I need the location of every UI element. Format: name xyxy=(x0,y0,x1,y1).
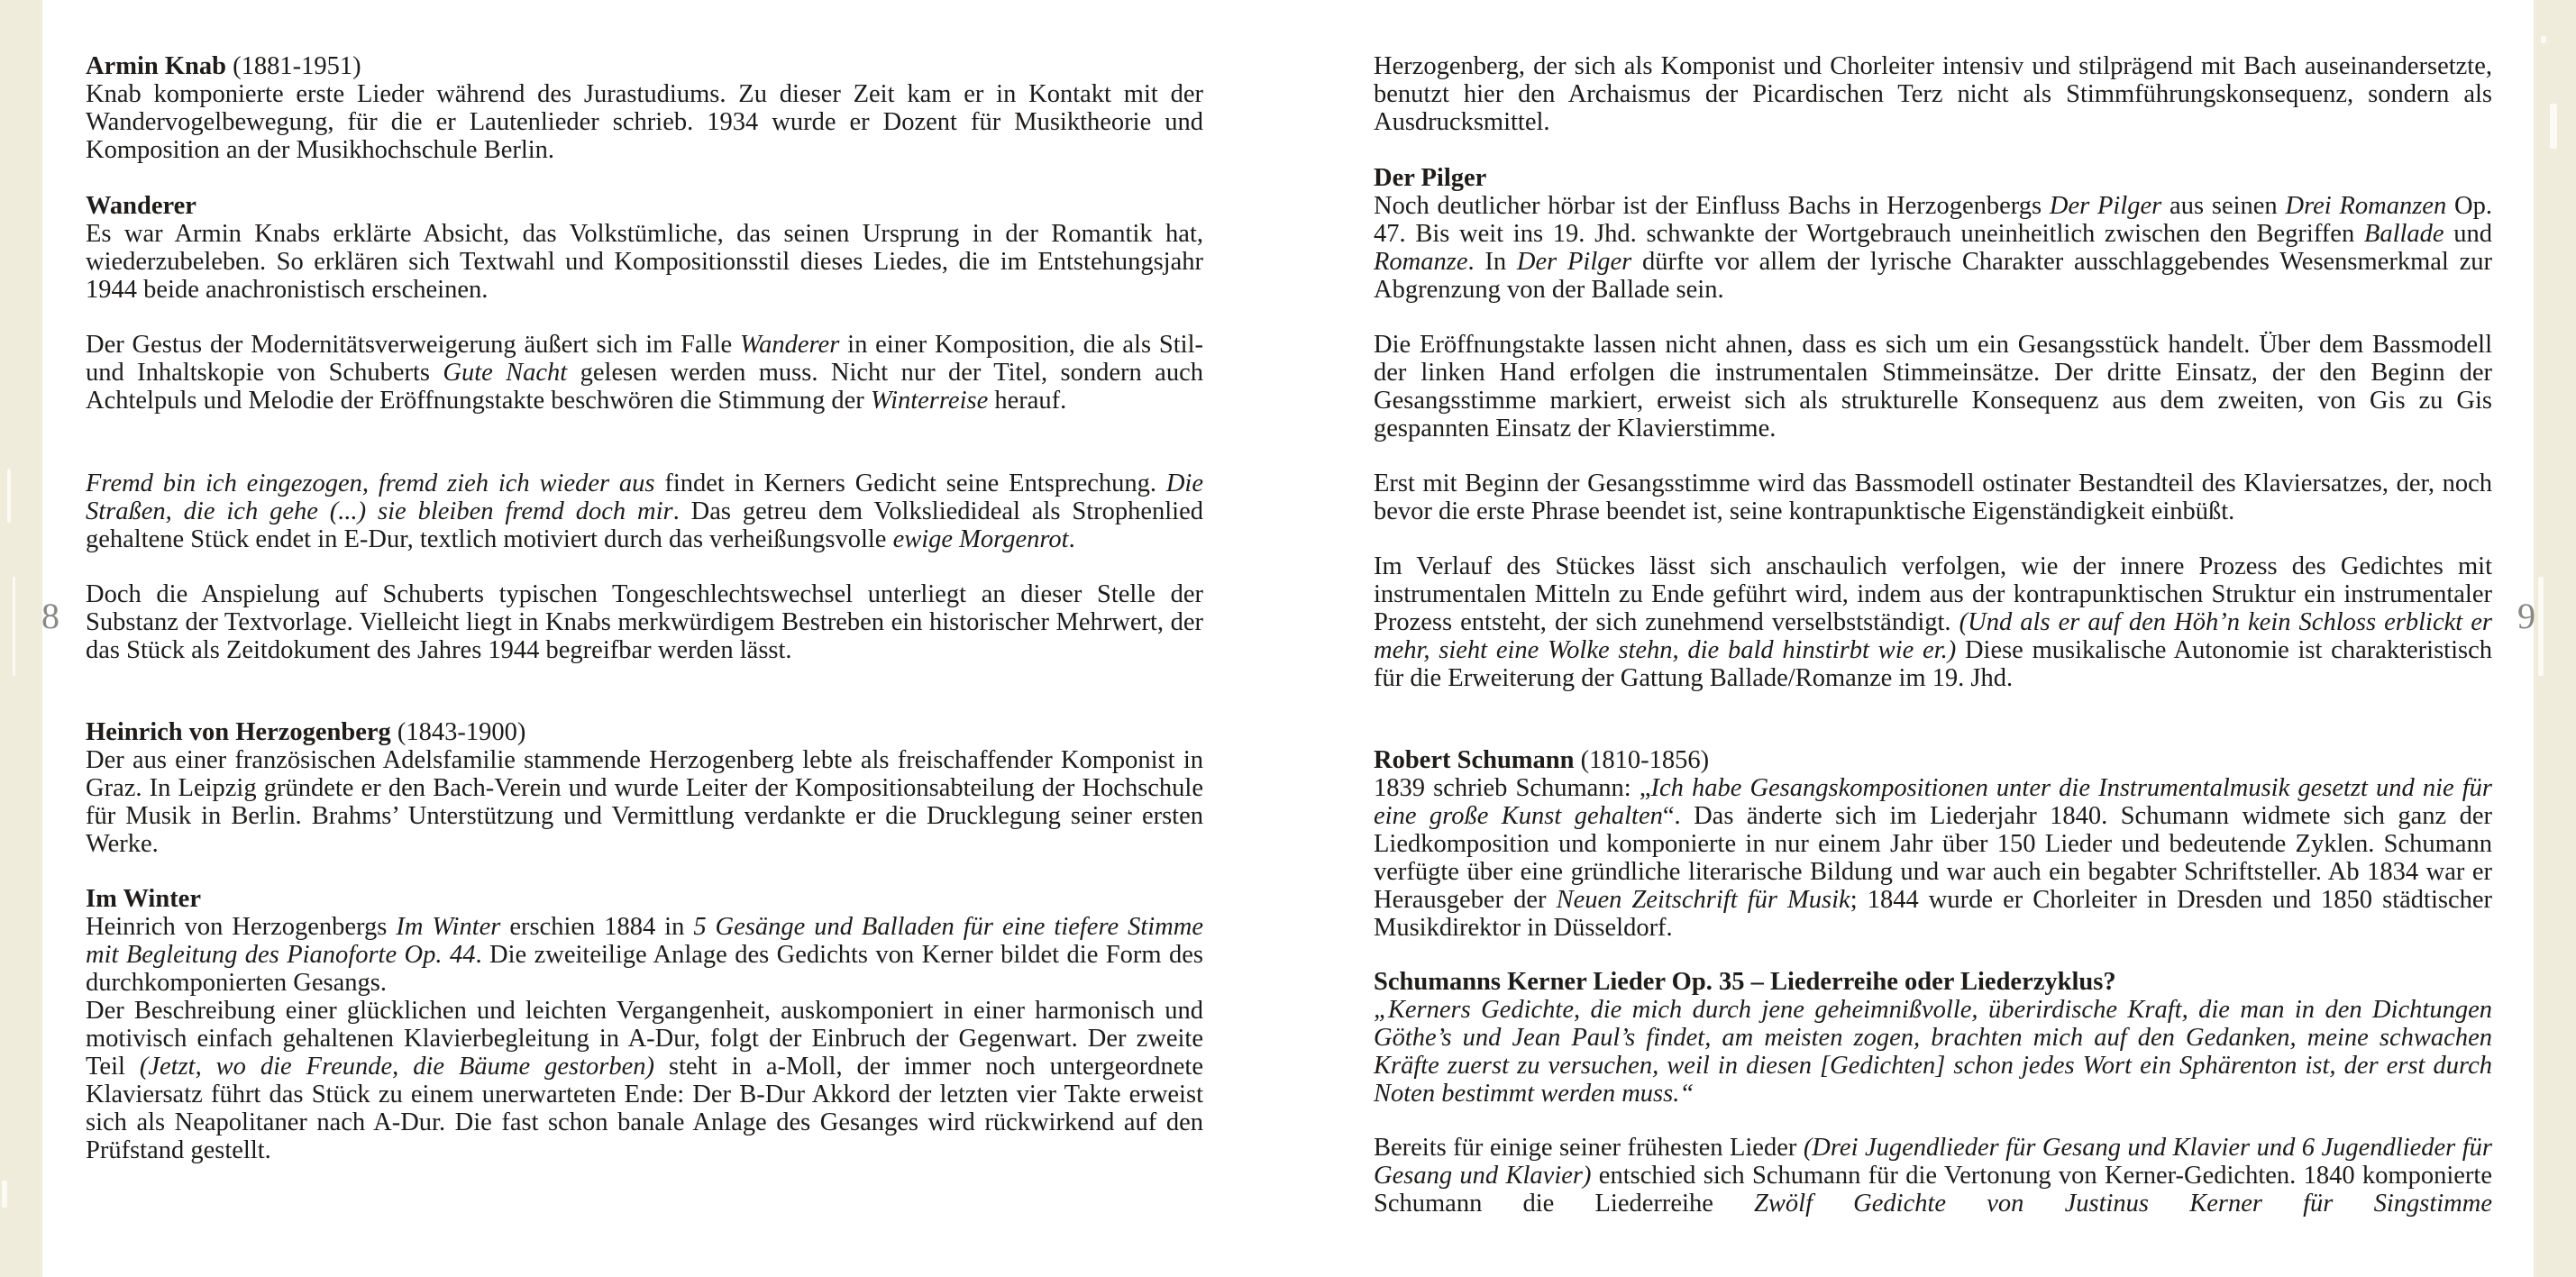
section-herzogenberg xyxy=(86,718,1203,858)
text-run: findet in Kerners Gedicht seine Entsprechung. xyxy=(654,470,1166,497)
text-run: Diese musikalische Autonomie ist charakteristisch für die Erweiterung der Gattung Ballade/Romanze im 19. Jhd. xyxy=(1374,636,2493,692)
paragraph xyxy=(86,470,1203,553)
text-run: Im Verlauf des Stückes lässt sich anschaulich verfolgen, wie der innere Prozess des Gedichtes mit instrumentalen Mitteln zu Ende geführt wird, indem aus der kontrapunktischen Struktur ein instrumentaler Prozess entsteht, der sich zunehmend verselbstständigt. xyxy=(1374,552,2492,636)
text-run: . xyxy=(1068,525,1075,553)
paragraph xyxy=(1374,552,2492,692)
paragraph: Die Eröffnungstakte lassen nicht ahnen, dass es sich um ein Gesangsstück handelt. Über dem Bassmodell der linken Hand erfolgen die instrumentalen Stimmeinsätze. Der dritte Einsatz, der den Beginn der Gesangsstimme markiert, erweist sich als strukturelle Konsequenz aus dem zweiten, von Gis zu Gis gespannten Einsatz der Klavierstimme. xyxy=(1374,331,2492,442)
section-robert-schumann xyxy=(1374,746,2492,942)
paper-texture xyxy=(2541,36,2546,43)
paragraph-anspielung xyxy=(86,580,1203,664)
italic-title: Drei Romanzen xyxy=(2285,192,2447,220)
italic-title: Winterreise xyxy=(870,387,989,415)
italic-quote: (Und als er auf den Höh’n kein Schloss erblickt er mehr, sieht eine Wolke stehn, die bald hinstirbt wie er.) xyxy=(1374,608,2492,664)
paragraph xyxy=(1374,192,2492,304)
heading-name: Robert Schumann xyxy=(1374,746,1575,774)
text-run: ; 1844 wurde er Chorleiter in Dresden und 1850 städtischer Musikdirektor in Düsseldorf. xyxy=(1374,886,2492,942)
italic-quote: Ich habe Gesangskompositionen unter die Instrumentalmusik gesetzt und nie für eine große Kunst gehalten xyxy=(1374,774,2493,830)
text-run: und xyxy=(2444,220,2493,248)
section-der-pilger xyxy=(1374,164,2492,304)
italic-title: 5 Gesänge und Balladen für eine tiefere Stimme mit Begleitung des Pianoforte Op. 44 xyxy=(86,913,1203,969)
page-number-right: 9 xyxy=(2517,596,2535,636)
text-run: Noch deutlicher hörbar ist der Einfluss Bachs in Herzogenbergs xyxy=(1374,192,2050,220)
italic-title: Im Winter xyxy=(396,913,501,941)
paragraph xyxy=(86,331,1203,415)
paragraph: Knab komponierte erste Lieder während des Jurastudiums. Zu dieser Zeit kam er in Kontakt mit der Wandervogelbewegung, für die er Lautenlieder schrieb. 1934 wurde er Dozent für Musiktheorie und Komposition an der Musikhochschule Berlin. xyxy=(86,80,1203,164)
italic-term: Romanze xyxy=(1374,248,1468,276)
text-run: steht in a-Moll, der immer noch untergeordnete Klaviersatz führt das Stück zu einem unerwarteten Ende: Der B-Dur Akkord der letzten vier Takte erweist sich als Neapolitaner nach A-Dur. Die fast schon banale Anlage des Gesanges wird rückwirkend auf den Prüfstand gestellt. xyxy=(86,1053,1204,1164)
section-kerner-lieder xyxy=(1374,968,2492,1108)
text-run: in einer Komposition, die als Stil- und Inhaltskopie von Schuberts xyxy=(86,331,1204,387)
paper-texture xyxy=(13,577,15,676)
paragraph-bereits xyxy=(1374,1134,2492,1218)
paragraph-im-verlauf xyxy=(1374,552,2492,692)
heading-name: Heinrich von Herzogenberg xyxy=(86,718,391,746)
quote-paragraph xyxy=(1374,996,2492,1108)
text-run: . Das getreu dem Volksliedideal als Strophenlied gehaltene Stück endet in E-Dur, textlich motiviert durch das verheißungsvolle xyxy=(86,497,1204,553)
paragraph xyxy=(1374,1134,2492,1218)
italic-quote: Fremd bin ich eingezogen, fremd zieh ich wieder aus xyxy=(86,470,655,497)
text-run: 1839 schrieb Schumann: „ xyxy=(1374,774,1651,802)
italic-term: Ballade xyxy=(2363,220,2444,248)
italic-title: Zwölf Gedichte von Justinus Kerner für Singstimme xyxy=(1754,1190,2492,1218)
paragraph xyxy=(86,913,1203,997)
paragraph-gestus xyxy=(86,331,1203,415)
italic-title: Neuen Zeitschrift für Musik xyxy=(1556,886,1850,914)
text-run: “. Das änderte sich im Liederjahr 1840. Schumann widmete sich ganz der Liedkomposition und komponierte in nur einem Jahr über 150 Lieder und bedeutende Zyklen. Schumann verfügte über eine gründliche literarische Bildung und war auch ein begabter Schriftsteller. Ab 1834 war er Herausgeber der xyxy=(1374,802,2492,914)
paragraph: Der aus einer französischen Adelsfamilie stammende Herzogenberg lebte als freischaffender Komponist in Graz. In Leipzig gründete er den Bach-Verein und wurde Leiter der Kompositionsabteilung der Hochschule für Musik in Berlin. Brahms’ Unterstützung und Vermittlung verdankte er die Drucklegung seiner ersten Werke. xyxy=(86,746,1203,858)
text-run: . Die zweiteilige Anlage des Gedichts von Kerner bildet die Form des durchkomponierten Gesangs. xyxy=(86,941,1203,997)
paragraph xyxy=(86,997,1203,1164)
text-run: gelesen werden muss. Nicht nur der Titel, sondern auch Achtelpuls und Melodie der Eröffnungstakte beschwören die Stimmung der xyxy=(86,359,1203,415)
italic-title: Der Pilger xyxy=(1516,248,1632,276)
section-heading xyxy=(86,52,1203,80)
italic-quote: „Kerners Gedichte, die mich durch jene geheimnißvolle, überirdische Kraft, die man in den Dichtungen Göthe’s und Jean Paul’s findet, am meisten zogen, brachten mich auf den Gedanken, meine schwachen Kräfte zuerst zu versuchen, weil in diesen [Gedichten] schon jedes Wort ein Sphärenton ist, der erst durch Noten bestimmt werden muss.“ xyxy=(1374,996,2492,1108)
italic-quote: (Jetzt, wo die Freunde, die Bäume gestorben) xyxy=(139,1053,655,1081)
section-armin-knab xyxy=(86,52,1203,164)
italic-title: (Drei Jugendlieder für Gesang und Klavier und 6 Jugendlieder für Gesang und Klavier) xyxy=(1374,1134,2492,1190)
paragraph: Herzogenberg, der sich als Komponist und Chorleiter intensiv und stilprägend mit Bach auseinandersetzte, benutzt hier den Archaismus der Picardischen Terz nicht als Stimmführungskonsequenz, sondern als Ausdrucksmittel. xyxy=(1374,52,2492,136)
heading-years: (1881-1951) xyxy=(233,52,361,80)
section-heading xyxy=(86,718,1203,746)
paper-texture xyxy=(2550,104,2557,149)
text-run: herauf. xyxy=(988,387,1067,415)
section-heading: Schumanns Kerner Lieder Op. 35 – Liederreihe oder Liederzyklus? xyxy=(1374,968,2116,996)
italic-quote: ewige Morgenrot xyxy=(892,525,1069,553)
text-run: . In xyxy=(1467,248,1517,276)
heading-years: (1843-1900) xyxy=(397,718,526,746)
heading-name: Armin Knab xyxy=(86,52,226,80)
section-heading: Im Winter xyxy=(86,885,201,913)
text-run: Op. 47. Bis weit ins 19. Jhd. schwankte der Wortgebrauch uneinheitlich zwischen den Begriffen xyxy=(1374,192,2492,248)
paragraph: Es war Armin Knabs erklärte Absicht, das Volkstümliche, das seinen Ursprung in der Romantik hat, wiederzubeleben. So erklären sich Textwahl und Kompositionsstil dieses Liedes, die im Entstehungsjahr 1944 beide anachronistisch erscheinen. xyxy=(86,220,1203,304)
italic-title: Wanderer xyxy=(740,331,840,359)
text-run: Der Gestus der Modernitätsverweigerung äußert sich im Falle xyxy=(86,331,740,359)
text-run: aus seinen xyxy=(2161,192,2286,220)
text-run: dürfte vor allem der lyrische Charakter ausschlaggebendes Wesensmerkmal zur Abgrenzung von der Ballade sein. xyxy=(1374,248,2492,304)
paper-texture xyxy=(2,1181,7,1208)
section-heading: Der Pilger xyxy=(1374,164,1487,192)
paragraph: Erst mit Beginn der Gesangsstimme wird das Bassmodell ostinater Bestandteil des Klaviersatzes, der, noch bevor die erste Phrase beendet ist, seine kontrapunktische Eigenständigkeit einbüßt. xyxy=(1374,470,2492,525)
paragraph: Doch die Anspielung auf Schuberts typischen Tongeschlechtswechsel unterliegt an dieser Stelle der Substanz der Textvorlage. Vielleicht liegt in Knabs merkwürdigem Bestreben ein historischer Mehrwert, der das Stück als Zeitdokument des Jahres 1944 begreifbar werden lässt. xyxy=(86,580,1203,664)
page-border-right xyxy=(2534,0,2576,1277)
text-run: Heinrich von Herzogenbergs xyxy=(86,913,397,941)
text-run: Bereits für einige seiner frühesten Lieder xyxy=(1374,1134,1804,1162)
paragraph-continuation xyxy=(1374,52,2492,136)
page-border-left xyxy=(0,0,42,1277)
section-heading xyxy=(1374,746,2492,774)
paragraph-fremd xyxy=(86,470,1203,553)
italic-title: Der Pilger xyxy=(2049,192,2162,220)
section-wanderer xyxy=(86,192,1203,304)
paragraph-erst-mit xyxy=(1374,470,2492,525)
paragraph-eroeffnungstakte xyxy=(1374,331,2492,442)
text-run: erschien 1884 in xyxy=(500,913,694,941)
heading-years: (1810-1856) xyxy=(1580,746,1710,774)
text-run: entschied sich Schumann für die Vertonung von Kerner-Gedichten. 1840 komponierte Schumann die Liederreihe xyxy=(1374,1162,2492,1218)
paper-texture xyxy=(7,469,11,523)
section-im-winter xyxy=(86,885,1203,1164)
italic-quote: Die Straßen, die ich gehe (...) sie bleiben fremd doch mir xyxy=(86,470,1203,525)
text-run: Der Beschreibung einer glücklichen und leichten Vergangenheit, auskomponiert in einer harmonisch und motivisch einfach gehaltenen Klavierbegleitung in A-Dur, folgt der Einbruch der Gegenwart. Der zweite Teil xyxy=(86,997,1203,1081)
paper-texture xyxy=(2538,577,2544,676)
page-number-left: 8 xyxy=(41,596,59,636)
section-heading: Wanderer xyxy=(86,192,196,220)
paragraph xyxy=(1374,774,2492,942)
italic-title: Gute Nacht xyxy=(443,359,568,387)
